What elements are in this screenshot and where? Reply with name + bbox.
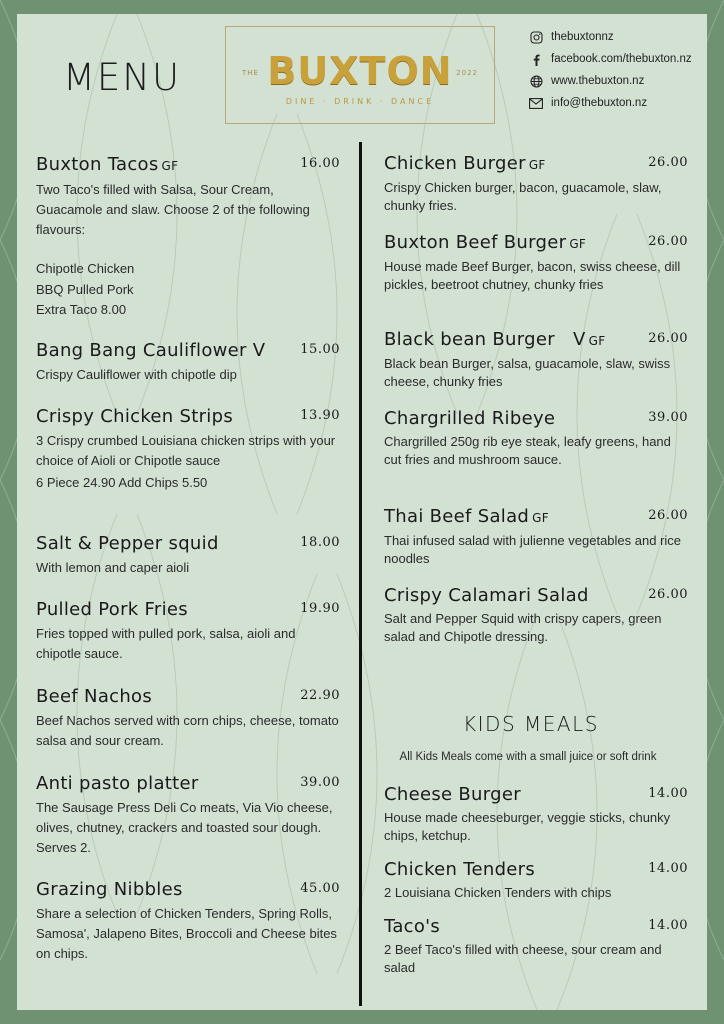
item-description: Share a selection of Chicken Tenders, Spring Rolls, Samosa', Jalapeno Bites, Broccoli and Cheese bites on chips.	[36, 906, 337, 961]
item-price: 18.00	[300, 535, 340, 550]
contact-facebook[interactable]	[529, 48, 692, 70]
item-tag: GF	[161, 159, 179, 173]
logo-brand: BUXTON	[267, 49, 453, 93]
contact-website-text: www.thebuxton.nz	[551, 75, 645, 87]
item-description: House made cheeseburger, veggie sticks, chunky chips, ketchup.	[384, 810, 671, 843]
menu-item	[36, 406, 340, 494]
menu-item	[384, 329, 688, 391]
menu-item	[36, 154, 340, 321]
item-option: 6 Piece 24.90 Add Chips 5.50	[36, 475, 208, 490]
item-price: 39.00	[648, 410, 688, 425]
menu-item	[36, 773, 340, 858]
item-description: 2 Louisiana Chicken Tenders with chips	[384, 885, 612, 900]
item-tag: GF	[532, 511, 549, 525]
kids-meals-heading: KIDS MEALS	[463, 712, 599, 736]
item-description: Beef Nachos served with corn chips, cheese, tomato salsa and sour cream.	[36, 713, 339, 748]
item-price: 14.00	[648, 786, 688, 801]
menu-item	[384, 784, 688, 845]
item-price: 22.90	[300, 688, 340, 703]
item-name: Bang Bang Cauliflower V	[36, 340, 266, 361]
item-price: 15.00	[300, 342, 340, 357]
item-description: 3 Crispy crumbed Louisiana chicken strips with your choice of Aioli or Chipotle sauce	[36, 433, 336, 468]
item-description: Black bean Burger, salsa, guacamole, slaw, swiss cheese, chunky fries	[384, 356, 671, 389]
item-name: Thai Beef Salad	[384, 506, 530, 527]
item-description: Two Taco's filled with Salsa, Sour Cream, Guacamole and slaw. Choose 2 of the following flavours:	[36, 182, 310, 237]
item-name: Buxton Beef Burger	[384, 232, 567, 253]
item-name: Crispy Chicken Strips	[36, 406, 233, 427]
item-option: BBQ Pulled Pork	[36, 281, 134, 297]
logo-tagline: DINE · DRINK · DANCE	[285, 97, 435, 106]
item-price: 39.00	[300, 775, 340, 790]
menu-item	[384, 232, 688, 294]
item-description: Thai infused salad with julienne vegetables and rice noodles	[384, 533, 682, 566]
menu-item	[36, 533, 340, 578]
item-description: Fries topped with pulled pork, salsa, aioli and chipotle sauce.	[36, 626, 296, 661]
item-name: Anti pasto platter	[36, 773, 199, 794]
contact-list	[529, 26, 692, 114]
item-name: Chicken Tenders	[384, 859, 536, 880]
item-name: Grazing Nibbles	[36, 879, 183, 900]
item-description: Crispy Cauliflower with chipotle dip	[36, 367, 237, 382]
logo-left-text: THE	[242, 69, 259, 77]
item-tag: GF	[528, 158, 546, 172]
item-price: 19.90	[300, 601, 340, 616]
item-tag: GF	[588, 334, 606, 348]
item-price: 26.00	[648, 587, 688, 602]
menu-item	[384, 408, 688, 469]
kids-meals-note: All Kids Meals come with a small juice or soft drink	[399, 751, 657, 763]
item-name: Cheese Burger	[384, 784, 521, 805]
item-description: Crispy Chicken burger, bacon, guacamole, slaw, chunky fries.	[384, 180, 662, 213]
item-name: Black bean Burger V	[384, 329, 586, 350]
menu-item	[384, 506, 688, 568]
item-price: 26.00	[648, 508, 688, 523]
item-name: Chicken Burger	[384, 153, 526, 174]
facebook-icon	[529, 52, 543, 66]
menu-item	[36, 686, 340, 751]
item-name: Pulled Pork Fries	[36, 599, 188, 620]
page-title: MENU	[63, 56, 182, 99]
item-name: Crispy Calamari Salad	[384, 585, 589, 606]
menu-item	[384, 153, 688, 215]
item-name: Salt & Pepper squid	[36, 533, 219, 554]
item-name: Beef Nachos	[36, 686, 153, 707]
menu-item	[36, 599, 340, 664]
instagram-icon	[529, 30, 543, 44]
item-description: With lemon and caper aioli	[36, 560, 190, 575]
item-description: The Sausage Press Deli Co meats, Via Vio cheese, olives, chutney, crackers and toasted sour dough. Serves 2.	[36, 800, 333, 855]
item-price: 26.00	[648, 155, 688, 170]
item-name: Chargrilled Ribeye	[384, 408, 556, 429]
contact-facebook-text: facebook.com/thebuxton.nz	[551, 53, 692, 65]
item-price: 14.00	[648, 918, 688, 933]
item-option: Chipotle Chicken	[36, 261, 135, 276]
item-price: 26.00	[648, 331, 688, 346]
contact-email-text: info@thebuxton.nz	[551, 97, 648, 109]
contact-instagram-text: thebuxtonnz	[551, 31, 614, 43]
globe-icon	[529, 74, 543, 88]
item-option: Extra Taco 8.00	[36, 302, 127, 317]
item-name: Taco's	[384, 916, 441, 937]
logo-right-text: 2022	[456, 69, 478, 77]
item-description: 2 Beef Taco's filled with cheese, sour cream and salad	[384, 942, 662, 975]
menu-item	[384, 916, 688, 977]
contact-website[interactable]	[529, 70, 692, 92]
item-price: 26.00	[648, 234, 688, 249]
item-price: 16.00	[300, 156, 340, 171]
menu-item	[384, 585, 688, 646]
menu-item	[36, 340, 340, 385]
menu-item	[384, 859, 688, 902]
mail-icon	[529, 96, 543, 110]
item-tag: GF	[569, 237, 587, 251]
item-price: 45.00	[300, 881, 340, 896]
item-name: Buxton Tacos	[36, 154, 159, 175]
column-divider	[359, 142, 362, 1006]
item-price: 14.00	[648, 861, 688, 876]
contact-instagram[interactable]	[529, 26, 692, 48]
item-description: Chargrilled 250g rib eye steak, leafy greens, hand cut fries and mushroom sauce.	[384, 434, 671, 467]
contact-email[interactable]	[529, 92, 692, 114]
item-price: 13.90	[300, 408, 340, 423]
item-description: House made Beef Burger, bacon, swiss cheese, dill pickles, beetroot chutney, chunky fries	[384, 259, 681, 292]
menu-item	[36, 879, 340, 964]
item-description: Salt and Pepper Squid with crispy capers, green salad and Chipotle dressing.	[384, 611, 662, 644]
menu-page	[17, 14, 707, 1010]
buxton-logo	[225, 26, 495, 124]
